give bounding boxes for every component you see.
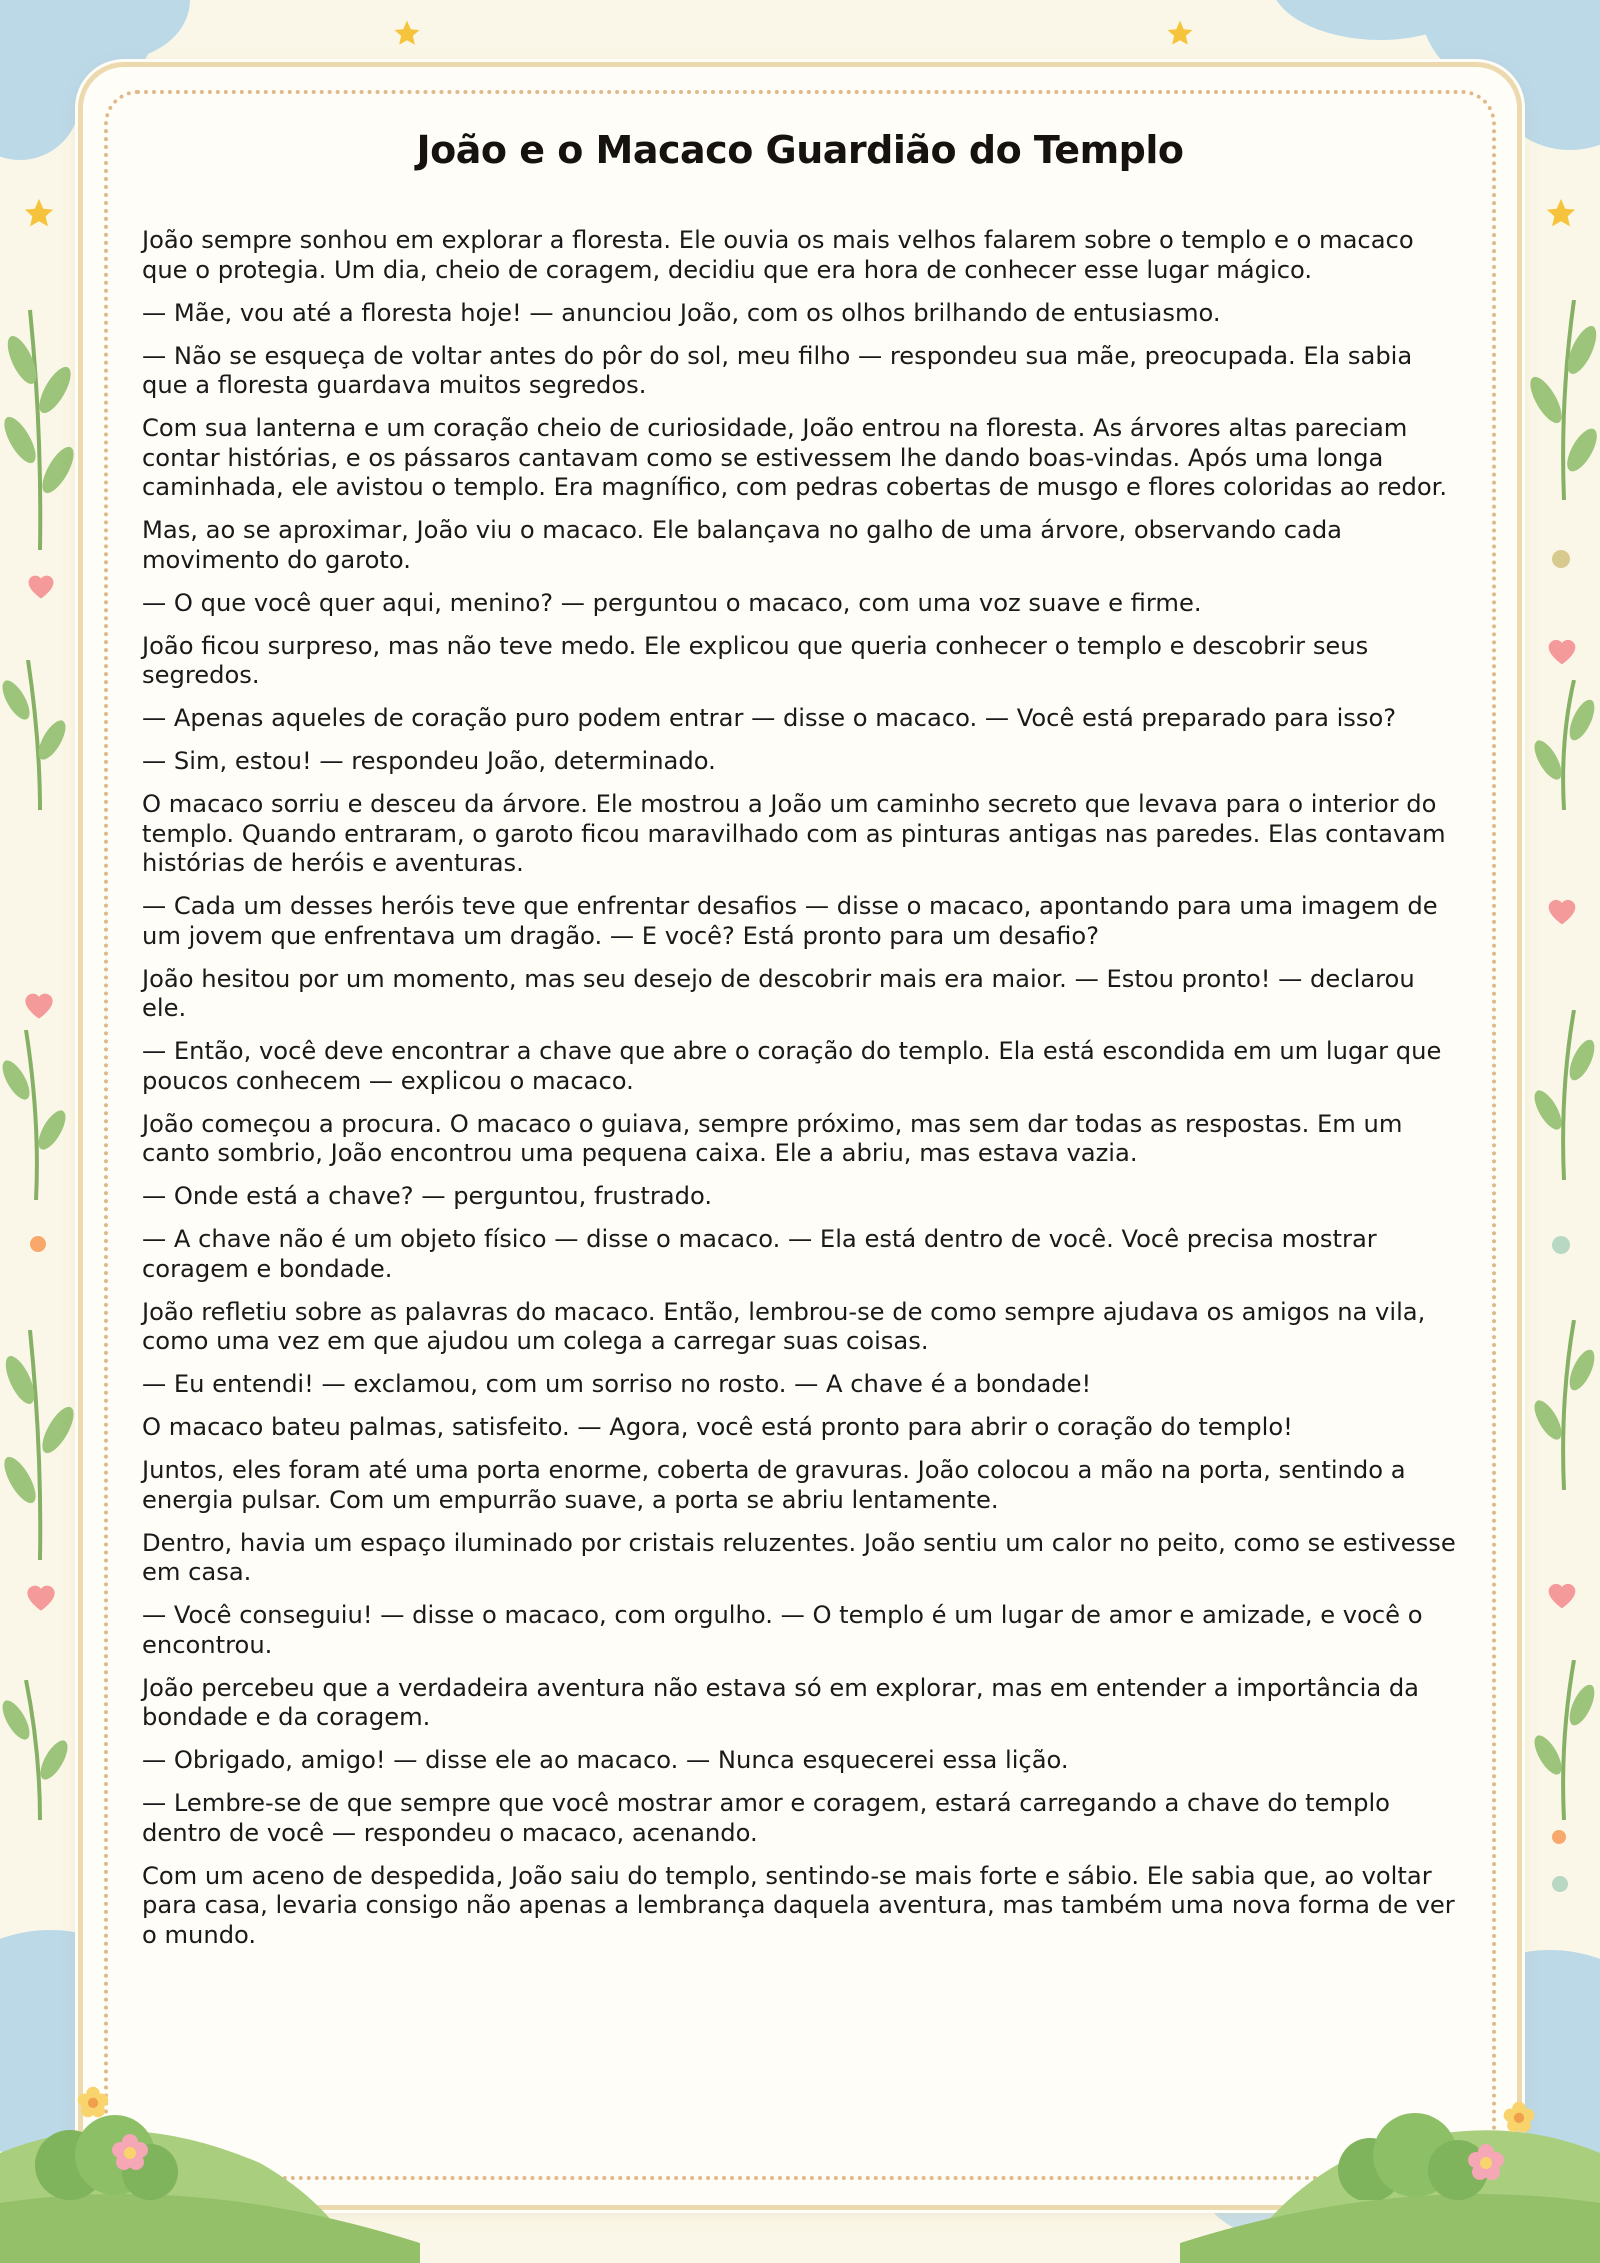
heart-icon <box>22 990 56 1020</box>
leaf-branch-icon <box>1530 680 1600 810</box>
star-icon <box>1544 196 1578 230</box>
story-paragraph: — Apenas aqueles de coração puro podem entrar — disse o macaco. — Você está preparado para isso? <box>142 704 1397 732</box>
story-paragraph: — Você conseguiu! — disse o macaco, com orgulho. — O templo é um lugar de amor e amizade, e você o encontrou. <box>142 1601 1423 1659</box>
story-paragraph: Juntos, eles foram até uma porta enorme, coberta de gravuras. João colocou a mão na porta, sentindo a energia pulsar. Com um empurrão suave, a porta se abriu lentamente. <box>142 1456 1406 1514</box>
story-paragraph: — Então, você deve encontrar a chave que abre o coração do templo. Ela está escondida em um lugar que poucos conhecem — explicou o macaco. <box>142 1037 1442 1095</box>
story-paragraph: — Não se esqueça de voltar antes do pôr do sol, meu filho — respondeu sua mãe, preocupada. Ela sabia que a floresta guardava muitos segredos. <box>142 341 1413 399</box>
dot-icon <box>1552 1236 1570 1254</box>
story-paragraph: — Sim, estou! — respondeu João, determinado. <box>142 747 716 775</box>
bush-icon <box>30 2110 180 2200</box>
story-paragraph: O macaco bateu palmas, satisfeito. — Agora, você está pronto para abrir o coração do templo! <box>142 1413 1293 1441</box>
leaf-branch-icon <box>0 660 70 810</box>
leaf-branch-icon <box>0 300 80 560</box>
story-paragraph: João começou a procura. O macaco o guiava, sempre próximo, mas sem dar todas as respostas. Em um canto sombrio, João encontrou uma pequena caixa. Ele a abriu, mas estava vazia. <box>142 1109 1403 1167</box>
heart-icon <box>24 1582 58 1612</box>
dot-icon <box>1552 1830 1566 1844</box>
leaf-branch-icon <box>0 1330 80 1560</box>
story-paragraph: — Obrigado, amigo! — disse ele ao macaco. — Nunca esquecerei essa lição. <box>142 1746 1069 1774</box>
heart-icon <box>26 572 56 600</box>
heart-icon <box>1546 896 1578 926</box>
star-icon <box>22 196 56 230</box>
story-paragraph: — A chave não é um objeto físico — disse o macaco. — Ela está dentro de você. Você precisa mostrar coragem e bondade. <box>142 1225 1377 1283</box>
flower-icon <box>1502 2100 1536 2134</box>
heart-icon <box>1546 1580 1578 1610</box>
story-paragraph: Com sua lanterna e um coração cheio de curiosidade, João entrou na floresta. As árvores altas pareciam contar histórias, e os pássaros cantavam como se estivessem lhe dando boas-vindas. Após uma longa caminhada, ele avistou o templo. Era magnífico, com pedras cobertas de musgo e flores coloridas ao redor. <box>142 414 1448 501</box>
story-paragraph: O macaco sorriu e desceu da árvore. Ele mostrou a João um caminho secreto que levava para o interior do templo. Quando entraram, o garoto ficou maravilhado com as pinturas antigas nas paredes. Elas contavam histórias de heróis e aventuras. <box>142 790 1446 877</box>
story-paragraph: — Lembre-se de que sempre que você mostrar amor e coragem, estará carregando a chave do templo dentro de você — respondeu o macaco, acenando. <box>142 1789 1390 1847</box>
dot-icon <box>1552 550 1570 568</box>
star-icon <box>1165 18 1195 48</box>
page-title: João e o Macaco Guardião do Templo <box>416 128 1184 172</box>
heart-icon <box>1546 636 1578 666</box>
flower-icon <box>1466 2142 1506 2182</box>
leaf-branch-icon <box>0 1680 70 1820</box>
leaf-branch-icon <box>0 1030 70 1200</box>
star-icon <box>392 18 422 48</box>
story-paragraph: — Onde está a chave? — perguntou, frustrado. <box>142 1182 713 1210</box>
story-body <box>142 226 1460 1964</box>
story-paragraph: João refletiu sobre as palavras do macaco. Então, lembrou-se de como sempre ajudava os amigos na vila, como uma vez em que ajudou um colega a carregar suas coisas. <box>142 1297 1426 1355</box>
leaf-branch-icon <box>1530 1660 1600 1820</box>
story-paragraph: — Eu entendi! — exclamou, com um sorriso no rosto. — A chave é a bondade! <box>142 1370 1092 1398</box>
leaf-branch-icon <box>1530 1010 1600 1180</box>
leaf-branch-icon <box>1530 300 1600 500</box>
flower-icon <box>76 2085 110 2119</box>
story-paragraph: Mas, ao se aproximar, João viu o macaco. Ele balançava no galho de uma árvore, observando cada movimento do garoto. <box>142 516 1343 574</box>
story-paragraph: — Mãe, vou até a floresta hoje! — anunciou João, com os olhos brilhando de entusiasmo. <box>142 298 1221 327</box>
dot-icon <box>30 1236 46 1252</box>
story-paragraph: Dentro, havia um espaço iluminado por cristais reluzentes. João sentiu um calor no peito, como se estivesse em casa. <box>142 1528 1456 1586</box>
story-paragraph: João percebeu que a verdadeira aventura não estava só em explorar, mas em entender a importância da bondade e da coragem. <box>142 1673 1420 1731</box>
story-paragraph: João hesitou por um momento, mas seu desejo de descobrir mais era maior. — Estou pronto! — declarou ele. <box>142 964 1415 1022</box>
dot-icon <box>1552 1876 1568 1892</box>
story-paragraph: — O que você quer aqui, menino? — perguntou o macaco, com uma voz suave e firme. <box>142 588 1202 617</box>
story-paragraph: João sempre sonhou em explorar a floresta. Ele ouvia os mais velhos falarem sobre o templo e o macaco que o protegia. Um dia, cheio de coragem, decidiu que era hora de conhecer esse lugar mágico. <box>142 226 1414 284</box>
leaf-branch-icon <box>1530 1320 1600 1490</box>
story-paragraph: Com um aceno de despedida, João saiu do templo, sentindo-se mais forte e sábio. Ele sabia que, ao voltar para casa, levaria consigo não apenas a lembrança daquela aventura, mas também uma nova forma de ver o mundo. <box>142 1861 1455 1949</box>
story-paragraph: — Cada um desses heróis teve que enfrentar desafios — disse o macaco, apontando para uma imagem de um jovem que enfrentava um dragão. — E você? Está pronto para um desafio? <box>142 892 1438 950</box>
story-paragraph: João ficou surpreso, mas não teve medo. Ele explicou que queria conhecer o templo e descobrir seus segredos. <box>142 631 1369 689</box>
flower-icon <box>110 2132 150 2172</box>
